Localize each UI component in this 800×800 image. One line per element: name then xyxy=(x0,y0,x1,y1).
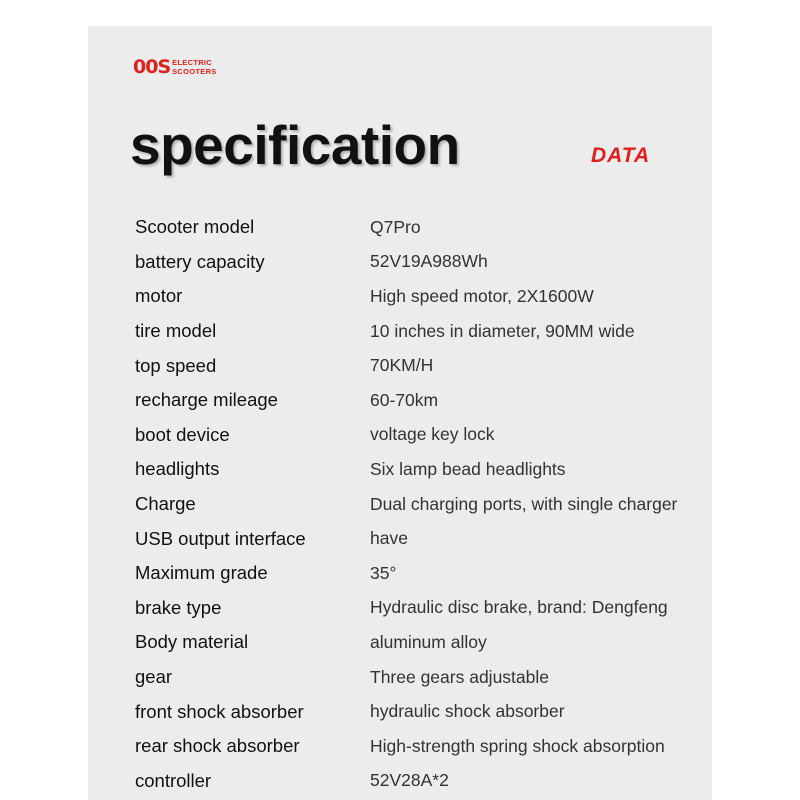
spec-label: Charge xyxy=(135,493,196,515)
spec-value: 35° xyxy=(370,562,397,583)
spec-value: Six lamp bead headlights xyxy=(370,458,566,479)
spec-row xyxy=(135,729,695,764)
spec-row xyxy=(135,245,695,280)
spec-row xyxy=(135,383,695,418)
spec-table xyxy=(135,210,695,798)
spec-label: front shock absorber xyxy=(135,700,304,722)
spec-label: boot device xyxy=(135,423,230,445)
brand-logo xyxy=(133,58,217,77)
spec-row xyxy=(135,521,695,556)
spec-row xyxy=(135,279,695,314)
spec-card xyxy=(88,26,712,800)
spec-label: top speed xyxy=(135,354,217,376)
brand-line-2: SCOOTERS xyxy=(172,66,217,76)
spec-label: Maximum grade xyxy=(135,562,268,584)
spec-value: Dual charging ports, with single charger xyxy=(370,493,678,514)
spec-value: 70KM/H xyxy=(370,355,434,376)
spec-label: tire model xyxy=(135,320,217,342)
spec-row xyxy=(135,625,695,660)
spec-label: brake type xyxy=(135,596,222,618)
spec-row xyxy=(135,487,695,522)
spec-label: Scooter model xyxy=(135,216,255,238)
spec-label: controller xyxy=(135,769,212,791)
spec-label: Body material xyxy=(135,631,249,653)
spec-row xyxy=(135,452,695,487)
brand-line-1: ELECTRIC xyxy=(172,58,213,67)
spec-value: Q7Pro xyxy=(370,216,421,237)
spec-row xyxy=(135,591,695,626)
spec-row xyxy=(135,314,695,349)
spec-row xyxy=(135,694,695,729)
spec-label: recharge mileage xyxy=(135,389,278,411)
brand-mark: 00S xyxy=(133,56,171,78)
spec-row xyxy=(135,660,695,695)
page-title: specification xyxy=(130,114,460,176)
spec-row xyxy=(135,418,695,453)
spec-label: battery capacity xyxy=(135,250,265,272)
brand-subtitle xyxy=(172,59,217,76)
spec-value: 52V19A988Wh xyxy=(370,251,488,272)
spec-value: have xyxy=(370,528,408,549)
spec-label: USB output interface xyxy=(135,527,306,549)
data-tag: DATA xyxy=(591,144,651,167)
spec-label: motor xyxy=(135,285,183,307)
spec-label: rear shock absorber xyxy=(135,735,300,757)
spec-value: Three gears adjustable xyxy=(370,666,549,687)
spec-row xyxy=(135,210,695,245)
spec-value: hydraulic shock absorber xyxy=(370,701,565,722)
spec-value: 52V28A*2 xyxy=(370,770,449,791)
spec-value: 60-70km xyxy=(370,389,439,410)
spec-value: voltage key lock xyxy=(370,424,495,445)
spec-row xyxy=(135,556,695,591)
spec-value: High speed motor, 2X1600W xyxy=(370,285,594,306)
spec-row xyxy=(135,348,695,383)
spec-value: Hydraulic disc brake, brand: Dengfeng xyxy=(370,597,668,618)
spec-value: aluminum alloy xyxy=(370,631,487,652)
spec-label: headlights xyxy=(135,458,220,480)
spec-value: 10 inches in diameter, 90MM wide xyxy=(370,320,635,341)
spec-value: High-strength spring shock absorption xyxy=(370,735,665,756)
spec-row xyxy=(135,764,695,799)
spec-label: gear xyxy=(135,666,173,688)
